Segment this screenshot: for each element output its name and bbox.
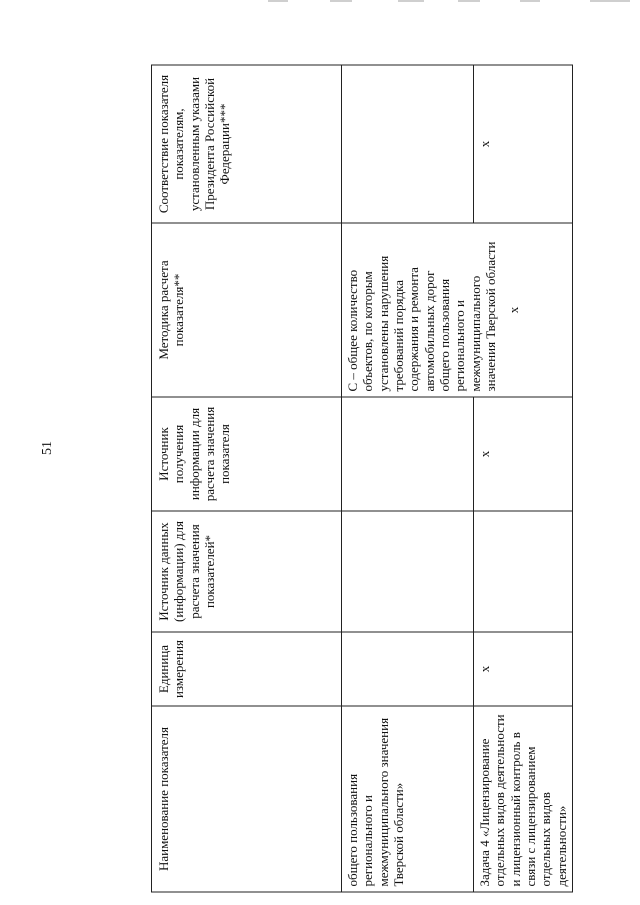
cell-unit: х — [474, 632, 573, 706]
header-row — [152, 65, 342, 892]
rotated-document-table — [151, 66, 569, 893]
method-text: С – общее количество объектов, по которым установлены нарушения требований порядка содержания и ремонта автомобильных дорог общего пользования регионального и межмуниципального значения Тверской области — [345, 241, 498, 392]
method-x-mark: х — [506, 306, 522, 314]
header-source-info: Источник получения информации для расчета значения показателя — [152, 397, 342, 511]
cell-compliance: х — [474, 65, 573, 223]
cell-method — [342, 223, 573, 397]
scan-mark — [520, 0, 540, 2]
table-row — [474, 65, 573, 892]
cell-unit — [342, 632, 474, 706]
indicator-table — [151, 65, 573, 893]
header-method: Методика расчета показателя** — [152, 223, 342, 397]
scan-mark — [330, 0, 352, 2]
cell-compliance — [342, 65, 474, 223]
cell-source-info: х — [474, 397, 573, 511]
scan-mark — [590, 0, 630, 2]
header-source-data: Источник данных (информации) для расчета значения показателей* — [152, 511, 342, 632]
cell-source-data — [474, 511, 573, 632]
cell-source-info — [342, 397, 474, 511]
cell-name: общего пользования регионального и межмуниципального значения Тверской области» — [342, 706, 474, 892]
scan-mark — [458, 0, 480, 2]
cell-name: Задача 4 «Лицензирование отдельных видов деятельности и лицензионный контроль в связи с лицензированием отдельных видов деятельности» — [474, 706, 573, 892]
cell-source-data — [342, 511, 474, 632]
table-row — [342, 65, 474, 892]
page-number: 51 — [40, 441, 55, 455]
header-compliance: Соответствие показателя показателям, установленным указами Президента Российской Федерации*** — [152, 65, 342, 223]
header-unit: Единица измерения — [152, 632, 342, 706]
scan-mark — [398, 0, 424, 2]
scan-mark — [268, 0, 288, 2]
header-name: Наименование показателя — [152, 706, 342, 892]
